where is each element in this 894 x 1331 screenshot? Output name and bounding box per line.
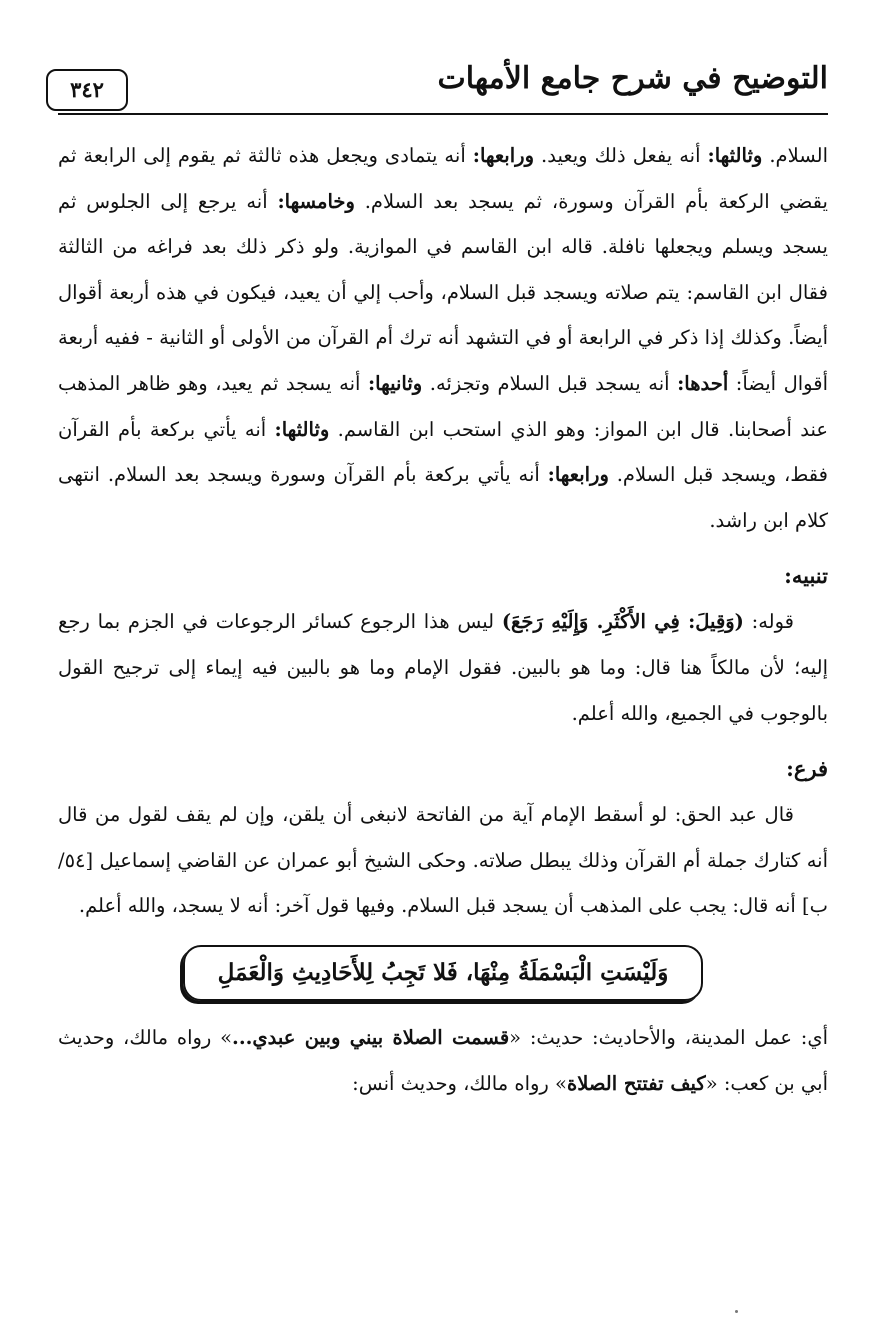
matn-banner: وَلَيْسَتِ الْبَسْمَلَةُ مِنْهَا، فَلا تَجِبُ لِلأَحَادِيثِ وَالْعَمَلِ: [183, 945, 703, 1001]
text-run: » رواه مالك، وحديث أنس:: [352, 1071, 567, 1095]
book-title: التوضيح في شرح جامع الأمهات: [437, 61, 828, 96]
bold-term: وثالثها:: [707, 144, 763, 167]
text-run: السلام.: [762, 144, 828, 167]
scan-speck: [735, 1310, 738, 1313]
page: [58, 55, 828, 1106]
text-run: أنه يتمادى ويجعل هذه ثالثة ثم يقوم إلى الرابعة ثم يقضي الركعة بأم القرآن وسورة، ثم يسجد بعد السلام.: [58, 144, 828, 213]
paragraph-opinions: [58, 133, 828, 543]
section-heading-far: فرع:: [786, 756, 828, 782]
section-heading-tanbih: تنبيه:: [784, 563, 828, 589]
text-run: أنه يأتي بركعة بأم القرآن فقط، ويسجد قبل السلام.: [58, 417, 828, 487]
hadith-quote: قسمت الصلاة بيني وبين عبدي...: [232, 1025, 510, 1049]
text-run: ليس هذا الرجوع كسائر الرجوعات في الجزم بما رجع إليه؛ لأن مالكاً هنا قال: وما هو بالبين. فقول الإمام وما هو بالبين فيه إيماء إلى ترجيح القول بالوجوب في الجميع، والله أعلم.: [58, 610, 828, 725]
text-run: أنه يأتي بركعة بأم القرآن وسورة ويسجد بعد السلام. انتهى كلام ابن راشد.: [58, 463, 828, 532]
hadith-quote: كيف تفتتح الصلاة: [566, 1071, 706, 1095]
bold-term: وثانيها:: [367, 371, 423, 395]
text-run: أنه يسجد ثم يعيد، وهو ظاهر المذهب عند أصحابنا. قال ابن المواز: وهو الذي استحب ابن القاسم.: [58, 371, 828, 441]
bold-term: ورابعها:: [547, 463, 609, 487]
bold-term: وخامسها:: [277, 189, 355, 213]
text-run: أنه يفعل ذلك ويعيد.: [533, 144, 708, 167]
paragraph-tanbih: [58, 599, 828, 736]
page-number: ٣٤٢: [46, 69, 128, 111]
bold-term: ورابعها:: [472, 144, 534, 167]
text-run: » رواه مالك، وحديث أبي بن كعب: «: [58, 1025, 828, 1095]
bold-term: وثالثها:: [274, 417, 330, 441]
text-run: أنه يسجد قبل السلام وتجزئه.: [422, 371, 678, 395]
paragraph-far: قال عبد الحق: لو أسقط الإمام آية من الفاتحة لانبغى أن يلقن، وإن لم يقف لقول من قال أنه كتارك جملة أم القرآن وذلك يبطل صلاته. وحكى الشيخ أبو عمران عن القاضي إسماعيل [٥٤/ ب] أنه قال: يجب على المذهب أن يسجد قبل السلام. وفيها قول آخر: أنه لا يسجد، والله أعلم.: [58, 803, 828, 918]
paragraph-commentary: [58, 1015, 828, 1106]
bold-term: أحدها:: [677, 371, 729, 395]
text-run: قوله:: [743, 610, 795, 634]
matn-banner-wrapper: [58, 945, 828, 1001]
text-run: أنه يرجع إلى الجلوس ثم يسجد ويسلم ويجعلها نافلة. قاله ابن القاسم في الموازية. ولو ذكر ذلك بعد فراغه من الثالثة فقال ابن القاسم: يتم صلاته ويسجد قبل السلام، وأحب إلي أن يعيد، فيكون في هذه أربعة أقوال أيضاً. وكذلك إذا ذكر في الرابعة أو في التشهد أنه ترك أم القرآن من الأولى أو الثانية - ففيه أربعة أقوال أيضاً:: [58, 189, 828, 395]
running-header: [58, 55, 828, 115]
text-run: أي: عمل المدينة، والأحاديث: حديث: «: [509, 1025, 828, 1049]
quoted-matn: (وَقِيلَ: فِي الأَكْثَرِ. وَإِلَيْهِ رَجَعَ): [501, 610, 744, 634]
